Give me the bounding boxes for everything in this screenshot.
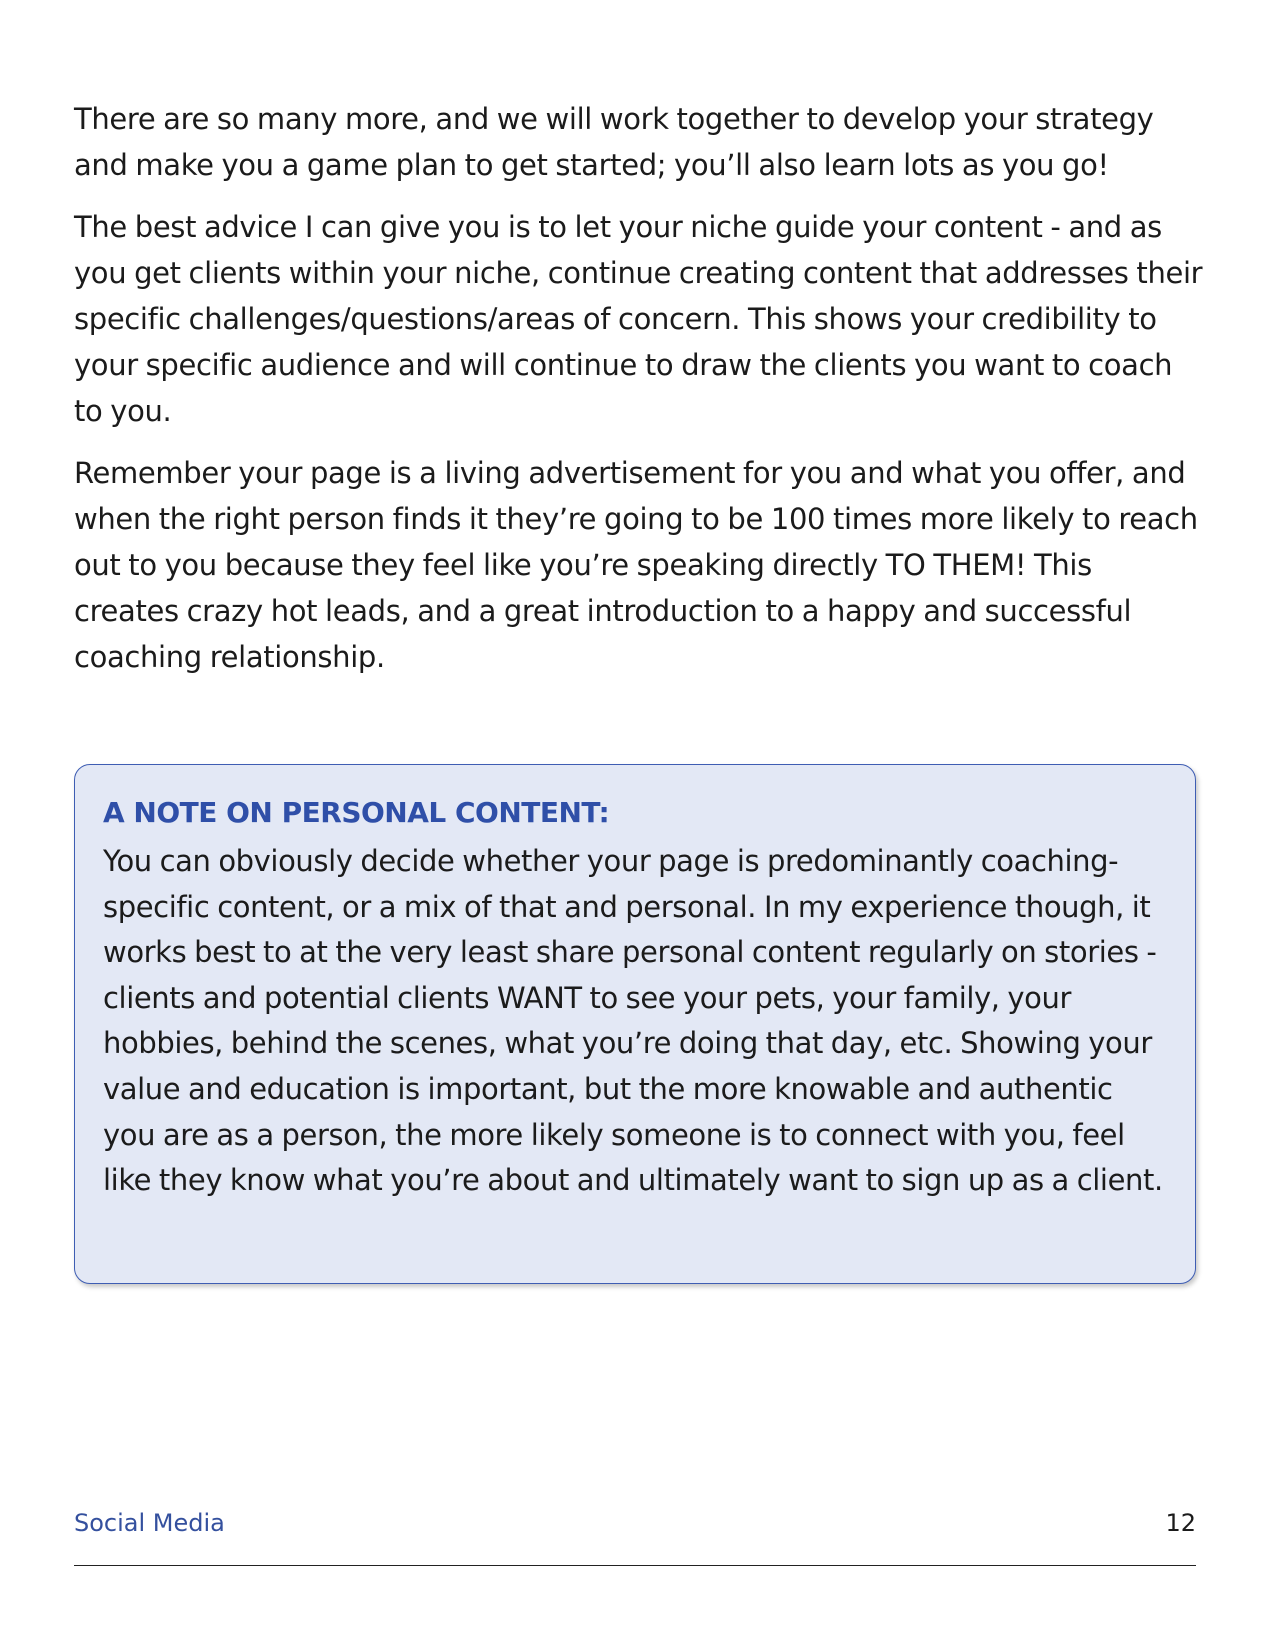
personal-content-note bbox=[74, 764, 1196, 1284]
paragraph-advice: The best advice I can give you is to let your niche guide your content - and as you get clients within your niche, continue creating content that addresses their specific challenges/questions/areas of concern. This shows your credibility to your specific audience and will continue to draw the clients you want to coach to you. bbox=[74, 210, 1203, 428]
footer-divider bbox=[74, 1565, 1196, 1566]
footer-section-label: Social Media bbox=[74, 1509, 225, 1537]
note-title: A NOTE ON PERSONAL CONTENT: bbox=[103, 796, 610, 829]
page-number: 12 bbox=[1165, 1509, 1196, 1537]
note-body: You can obviously decide whether your page is predominantly coaching-specific content, or a mix of that and personal. In my experience though, it works best to at the very least share personal content regularly on stories - clients and potential clients WANT to see your pets, your family, your hobbies, behind the scenes, what you’re doing that day, etc. Showing your value and education is important, but the more knowable and authentic you are as a person, the more likely someone is to connect with you, feel like they know what you’re about and ultimately want to sign up as a client. bbox=[103, 844, 1163, 1198]
paragraph-reminder: Remember your page is a living advertisement for you and what you offer, and when the right person finds it they’re going to be 100 times more likely to reach out to you because they feel like you’re speaking directly TO THEM! This creates crazy hot leads, and a great introduction to a happy and successful coaching relationship. bbox=[74, 456, 1198, 674]
paragraph-intro: There are so many more, and we will work together to develop your strategy and make you a game plan to get started; you’ll also learn lots as you go! bbox=[74, 102, 1154, 182]
body-text bbox=[74, 96, 1204, 696]
